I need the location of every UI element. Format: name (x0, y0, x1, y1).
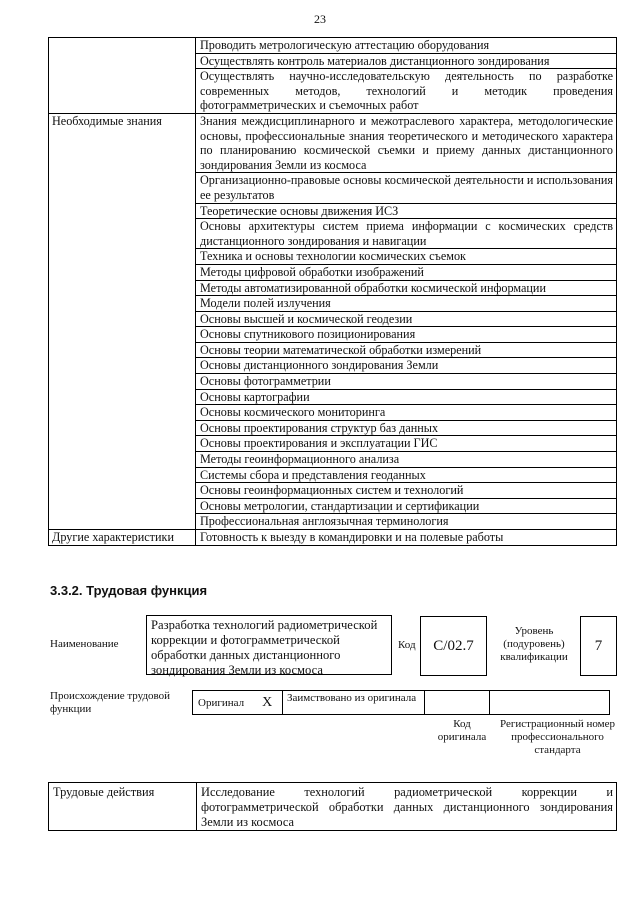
code-label: Код (398, 639, 416, 651)
borrowed-label: Заимствовано из оригинала (282, 690, 425, 715)
continuation-label-cell (49, 38, 196, 114)
code-original-caption: Код оригинала (437, 718, 487, 743)
skill-row: Осуществлять контроль материалов дистанционного зондирования (196, 53, 617, 69)
knowledge-item: Основы проектирования и эксплуатации ГИС (196, 436, 617, 452)
level-value: 7 (580, 616, 617, 676)
knowledge-item: Основы геоинформационных систем и технологий (196, 483, 617, 499)
original-label: Оригинал (198, 696, 245, 709)
knowledge-item: Организационно-правовые основы космической деятельности и использования ее результатов (196, 173, 617, 203)
knowledge-item: Основы архитектуры систем приема информации с космических средств дистанционного зондирования и навигации (196, 219, 617, 249)
function-name-value: Разработка технологий радиометрической коррекции и фотограмметрической обработки данных дистанционного зондирования Земли из космоса (146, 615, 392, 675)
page-number: 23 (314, 12, 326, 26)
function-name-label: Наименование (50, 638, 119, 650)
requirements-table (48, 37, 617, 546)
knowledge-item: Основы дистанционного зондирования Земли (196, 358, 617, 374)
knowledge-item: Методы цифровой обработки изображений (196, 264, 617, 280)
reg-number-caption: Регистрационный номер профессионального стандарта (499, 718, 616, 756)
origin-row (193, 690, 610, 715)
reg-number-cell (489, 690, 610, 715)
other-characteristics-value: Готовность к выезду в командировки и на полевые работы (196, 530, 617, 546)
other-characteristics-label: Другие характеристики (49, 530, 196, 546)
level-label: Уровень (подуровень) квалификации (500, 625, 568, 663)
origin-label: Происхождение трудовой функции (50, 690, 171, 715)
knowledge-item: Методы геоинформационного анализа (196, 452, 617, 468)
knowledge-item: Основы метрологии, стандартизации и сертификации (196, 498, 617, 514)
knowledge-label: Необходимые знания (49, 113, 196, 529)
knowledge-item: Основы космического мониторинга (196, 405, 617, 421)
knowledge-item: Методы автоматизированной обработки космической информации (196, 280, 617, 296)
original-cell (192, 690, 283, 715)
knowledge-item: Основы проектирования структур баз данных (196, 420, 617, 436)
code-original-cell (424, 690, 490, 715)
knowledge-item: Основы высшей и космической геодезии (196, 311, 617, 327)
knowledge-item: Основы фотограмметрии (196, 374, 617, 390)
skill-row: Осуществлять научно-исследовательскую деятельность по разработке современных методов, технологий и методик проведения фотограмметрических и съемочных работ (196, 69, 617, 114)
actions-table (48, 782, 617, 831)
knowledge-item: Теоретические основы движения ИСЗ (196, 203, 617, 219)
code-value: С/02.7 (420, 616, 487, 676)
knowledge-item: Техника и основы технологии космических съемок (196, 249, 617, 265)
knowledge-item: Основы спутникового позиционирования (196, 327, 617, 343)
knowledge-item: Системы сбора и представления геоданных (196, 467, 617, 483)
knowledge-item: Профессиональная англоязычная терминология (196, 514, 617, 530)
skill-row: Проводить метрологическую аттестацию оборудования (196, 38, 617, 54)
knowledge-item: Основы теории математической обработки измерений (196, 342, 617, 358)
section-title: 3.3.2. Трудовая функция (50, 583, 208, 598)
actions-label: Трудовые действия (49, 783, 197, 831)
knowledge-item: Модели полей излучения (196, 296, 617, 312)
actions-value: Исследование технологий радиометрической коррекции и фотограмметрической обработки данных дистанционного зондирования Земли из космоса (197, 783, 617, 831)
knowledge-item: Основы картографии (196, 389, 617, 405)
knowledge-item: Знания междисциплинарного и межотраслевого характера, методологические основы, профессиональные знания теоретического и методического характера по планированию космической съемки и приему данных дистанционного зондирования Земли из космоса (196, 113, 617, 172)
original-mark: X (262, 694, 273, 710)
